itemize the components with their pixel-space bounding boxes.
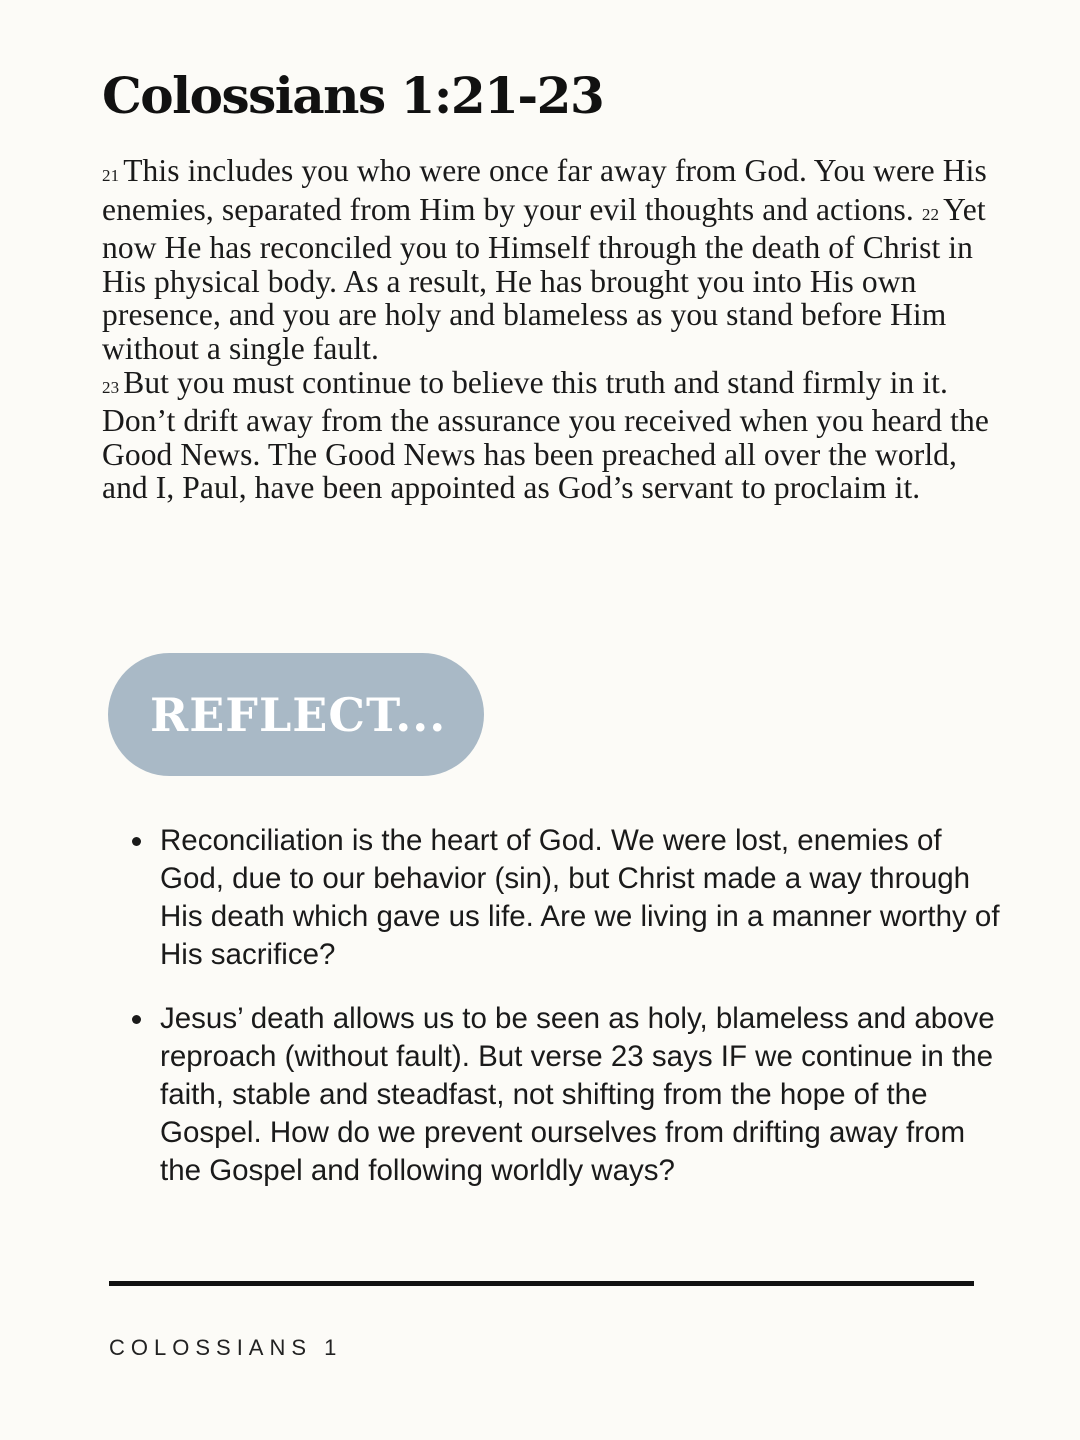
verse-number: 22 xyxy=(921,204,940,224)
reflect-badge xyxy=(108,653,484,776)
bullet-icon xyxy=(132,837,141,846)
scripture-passage xyxy=(102,154,992,505)
verse-paragraph xyxy=(102,366,992,505)
verse-text: But you must continue to believe this truth and stand firmly in it. Don’t drift away from the assurance you received when you heard the Good News. The Good News has been preached all over the world, and I, Paul, have been appointed as God’s servant to proclaim it. xyxy=(102,364,989,506)
reflection-item xyxy=(160,822,1010,974)
verse-paragraph xyxy=(102,154,992,366)
page-title: Colossians 1:21-23 xyxy=(102,66,604,125)
footer-label: COLOSSIANS 1 xyxy=(109,1335,343,1360)
reflection-list xyxy=(160,822,1010,1216)
reflection-item xyxy=(160,1000,1010,1190)
verse-text: This includes you who were once far away from God. You were His enemies, separated from Him by your evil thoughts and actions. xyxy=(102,153,987,227)
verse-number: 23 xyxy=(102,377,120,397)
verse-text: Yet now He has reconciled you to Himself through the death of Christ in His physical body. As a result, He has brought you into His own presence, and you are holy and blameless as you stand before Him without a single fault. xyxy=(102,191,986,366)
verse-number: 21 xyxy=(102,166,120,185)
reflection-text: Reconciliation is the heart of God. We were lost, enemies of God, due to our behavior (sin), but Christ made a way through His death which gave us life. Are we living in a manner worthy of His sacrifice? xyxy=(160,824,1000,971)
bullet-icon xyxy=(132,1015,141,1024)
divider xyxy=(109,1281,974,1286)
reflect-label: REFLECT... xyxy=(150,687,447,742)
reflection-text: Jesus’ death allows us to be seen as holy, blameless and above reproach (without fault). But verse 23 says IF we continue in the faith, stable and steadfast, not shifting from the hope of the Gospel. How do we prevent ourselves from drifting away from the Gospel and following worldly ways? xyxy=(160,1002,995,1187)
